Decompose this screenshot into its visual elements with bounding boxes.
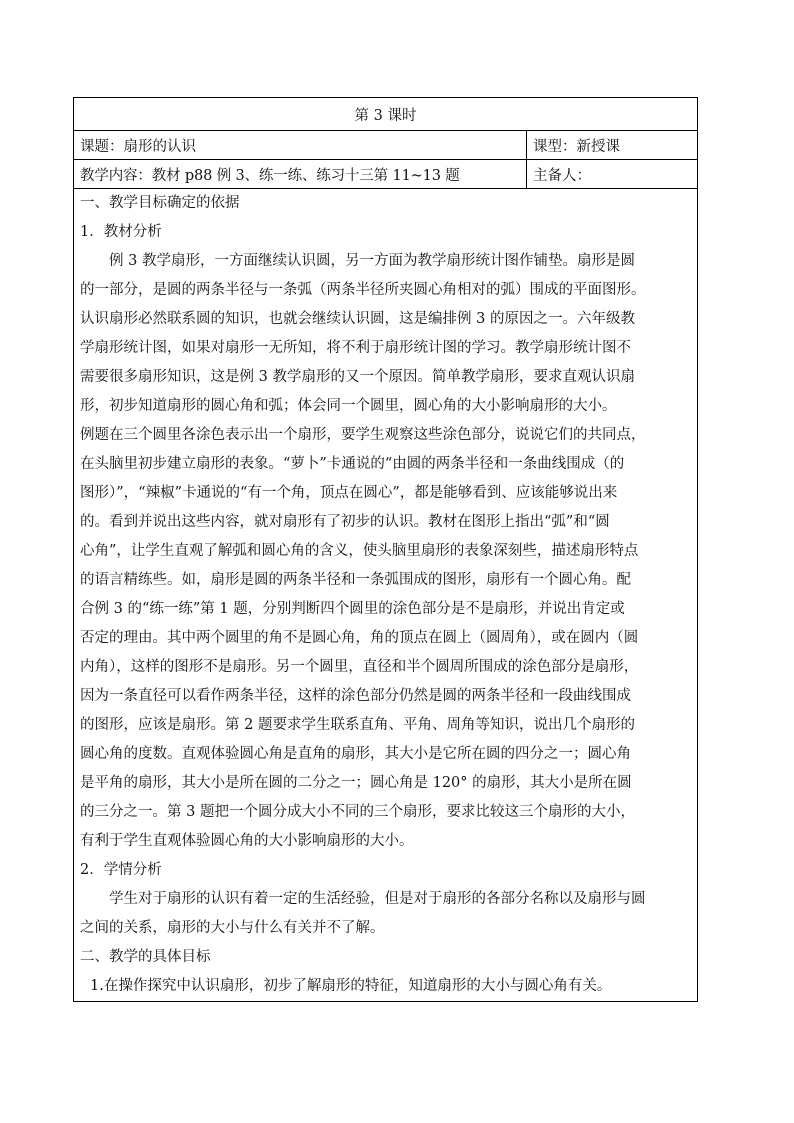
analysis-line: 形，初步知道扇形的圆心角和弧；体会同一个圆里，圆心角的大小影响扇形的大小。: [80, 398, 617, 414]
goal-line: 1.在操作探究中认识扇形，初步了解扇形的特征，知道扇形的大小与圆心角有关。: [90, 978, 612, 994]
content-row: [74, 160, 698, 189]
lesson-plan-table: [73, 97, 698, 1002]
content-cell: 教学内容：教材 p88 例 3、练一练、练习十三第 11~13 题: [74, 160, 527, 189]
analysis-line: 有利于学生直观体验圆心角的大小影响扇形的大小。: [80, 833, 414, 849]
analysis-line: 图形）”，“辣椒”卡通说的“有一个角，顶点在圆心”，都是能够看到、应该能够说出来: [80, 485, 618, 501]
analysis-line: 学扇形统计图，如果对扇形一无所知，将不利于扇形统计图的学习。教学扇形统计图不: [80, 340, 631, 356]
analysis-line: 的语言精练些。如，扇形是圆的两条半径和一条弧围成的图形，扇形有一个圆心角。配: [80, 572, 631, 588]
analysis-line: 内角），这样的图形不是扇形。另一个圆里，直径和半个圆周所围成的涂色部分是扇形，: [80, 659, 639, 675]
analysis-line: 圆心角的度数。直观体验圆心角是直角的扇形，其大小是它所在圆的四分之一；圆心角: [80, 746, 631, 762]
lesson-type-cell: 课型：新授课: [527, 131, 698, 160]
section1-heading: 一、教学目标确定的依据: [80, 195, 240, 211]
situation-line: 之间的关系，扇形的大小与什么有关并不了解。: [80, 920, 385, 936]
analysis-line: 认识扇形必然联系圆的知识，也就会继续认识圆，这是编排例 3 的原因之一。六年级教: [80, 311, 635, 327]
analysis-line: 的一部分，是圆的两条半径与一条弧（两条半径所夹圆心角相对的弧）围成的平面图形。: [80, 282, 646, 298]
analysis-line: 例 3 教学扇形，一方面继续认识圆，另一方面为教学扇形统计图作铺垫。扇形是圆: [109, 253, 635, 269]
section2-heading: 二、教学的具体目标: [80, 949, 211, 965]
analysis-line: 因为一条直径可以看作两条半径，这样的涂色部分仍然是圆的两条半径和一段曲线围成: [80, 688, 631, 704]
analysis-line: 的。看到并说出这些内容，就对扇形有了初步的认识。教材在图形上指出“弧”和“圆: [80, 514, 610, 530]
lesson-plan-sheet: [73, 97, 697, 1002]
textbook-analysis-heading: 1．教材分析: [80, 224, 162, 240]
body-cell: [74, 189, 698, 1002]
analysis-line: 例题在三个圆里各涂色表示出一个扇形，要学生观察这些涂色部分，说说它们的共同点，: [80, 427, 646, 443]
analysis-line: 需要很多扇形知识，这是例 3 教学扇形的又一个原因。简单教学扇形，要求直观认识扇: [80, 369, 635, 385]
analysis-line: 否定的理由。其中两个圆里的角不是圆心角，角的顶点在圆上（圆周角），或在圆内（圆: [80, 630, 639, 646]
situation-line: 学生对于扇形的认识有着一定的生活经验，但是对于扇形的各部分名称以及扇形与圆: [109, 891, 646, 907]
student-analysis-heading: 2．学情分析: [80, 862, 162, 878]
preparer-cell: 主备人：: [527, 160, 698, 189]
body-row: [74, 189, 698, 1002]
title-row: [74, 98, 698, 131]
analysis-line: 的三分之一。第 3 题把一个圆分成大小不同的三个扇形，要求比较这三个扇形的大小，: [80, 804, 635, 820]
analysis-line: 合例 3 的“练一练”第 1 题，分别判断四个圆里的涂色部分是不是扇形，并说出肯定或: [80, 601, 625, 617]
topic-cell: 课题：扇形的认识: [74, 131, 527, 160]
analysis-line: 在头脑里初步建立扇形的表象。“萝卜”卡通说的“由圆的两条半径和一条曲线围成（的: [80, 456, 625, 472]
lesson-title: 第 3 课时: [74, 98, 698, 131]
analysis-line: 的图形，应该是扇形。第 2 题要求学生联系直角、平角、周角等知识，说出几个扇形的: [80, 717, 635, 733]
topic-row: [74, 131, 698, 160]
analysis-line: 是平角的扇形，其大小是所在圆的二分之一；圆心角是 120° 的扇形，其大小是所在圆: [80, 775, 632, 791]
analysis-line: 心角”，让学生直观了解弧和圆心角的含义，使头脑里扇形的表象深刻些，描述扇形特点: [80, 543, 639, 559]
